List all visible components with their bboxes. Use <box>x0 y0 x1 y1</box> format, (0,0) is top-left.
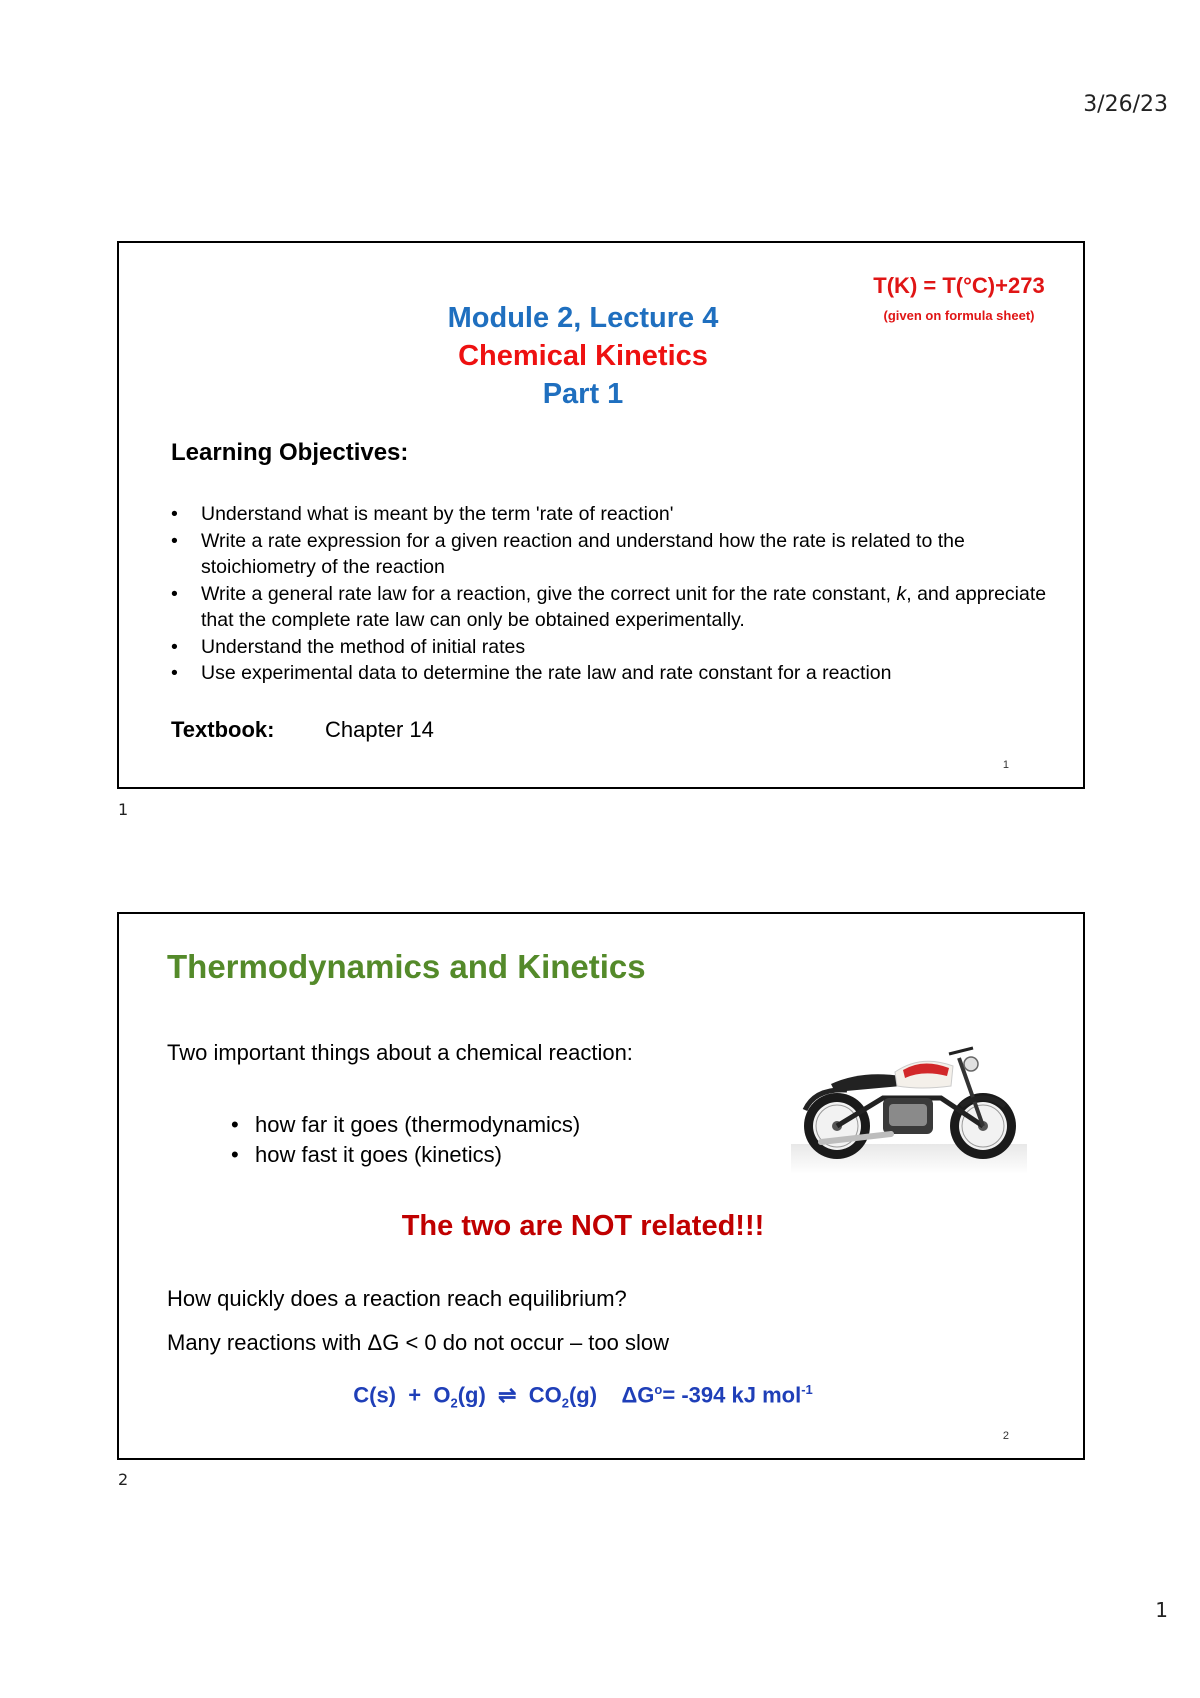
textbook-reference <box>171 717 434 743</box>
formula-note: (given on formula sheet) <box>883 308 1035 323</box>
bullet-glyph: • <box>171 503 178 525</box>
statement-text: Many reactions with <box>167 1330 368 1355</box>
equilibrium-arrow-icon: ⇌ <box>498 1382 517 1408</box>
objective-item <box>171 660 1051 687</box>
objective-item <box>171 581 1051 634</box>
bullet-glyph: • <box>171 582 178 605</box>
handout-slide-number: 1 <box>118 800 129 819</box>
list-item-text: how far it goes (thermodynamics) <box>255 1112 581 1137</box>
page-number: 1 <box>1155 1598 1168 1622</box>
part-title: Part 1 <box>542 378 624 410</box>
bullet-glyph: • <box>171 529 178 552</box>
objective-text: Understand what is meant by the term 'rate of reaction' <box>201 503 674 525</box>
equilibrium-question: How quickly does a reaction reach equilibrium? <box>167 1286 627 1311</box>
page-date: 3/26/23 <box>1083 92 1168 117</box>
slide-2 <box>117 912 1085 1460</box>
topic-title: Chemical Kinetics <box>458 340 708 372</box>
eq-unit-sup: -1 <box>801 1382 813 1397</box>
objectives-heading: Learning Objectives: <box>171 439 409 466</box>
textbook-value: Chapter 14 <box>325 717 434 742</box>
reaction-aspects-list <box>231 1110 580 1170</box>
slow-reactions-statement <box>167 1330 669 1356</box>
objective-text: Write a general rate law for a reaction, give the correct unit for the rate constant, <box>201 582 897 605</box>
bullet-glyph: • <box>171 662 178 684</box>
objective-item <box>171 528 1051 581</box>
eq-oxygen: O <box>433 1382 451 1408</box>
slide-number-small: 2 <box>1002 1430 1009 1442</box>
eq-oxygen-sub: 2 <box>450 1395 458 1411</box>
objective-text: Understand the method of initial rates <box>201 635 526 658</box>
delta-symbol: Δ <box>367 1330 383 1355</box>
objectives-list <box>171 501 1051 687</box>
bullet-glyph: • <box>231 1112 239 1137</box>
bullet-glyph: • <box>171 635 178 658</box>
callout-text: The two are NOT related!!! <box>401 1210 765 1242</box>
rate-constant-symbol: k <box>896 582 907 605</box>
motorcycle-image <box>791 1014 1027 1174</box>
objective-text-cont: , and appreciate that the complete rate law can only be obtained experimentally. <box>201 582 1047 631</box>
objective-item <box>171 634 1051 661</box>
module-title: Module 2, Lecture 4 <box>447 302 719 334</box>
slide-2-title: Thermodynamics and Kinetics <box>167 948 646 985</box>
bullet-glyph: • <box>231 1142 239 1167</box>
intro-text: Two important things about a chemical reaction: <box>167 1040 633 1065</box>
eq-carbon: C(s) <box>353 1382 397 1408</box>
eq-plus: + <box>408 1382 422 1408</box>
temperature-formula <box>859 273 1059 323</box>
list-item-text: how fast it goes (kinetics) <box>255 1142 502 1167</box>
eq-co2: CO <box>528 1382 562 1408</box>
statement-text-cont: G < 0 do not occur – too slow <box>382 1330 670 1355</box>
eq-delta-g-sup: o <box>654 1382 663 1397</box>
eq-co2-phase: (g) <box>568 1382 598 1408</box>
objective-item <box>171 501 1051 528</box>
slide-number-small: 1 <box>1002 759 1009 771</box>
list-item <box>231 1140 580 1170</box>
handout-slide-number: 2 <box>118 1470 129 1489</box>
objective-text: Write a rate expression for a given reaction and understand how the rate is related to the stoichiometry of the reaction <box>201 529 965 578</box>
eq-delta-g: ΔG <box>621 1382 655 1408</box>
combustion-equation <box>119 1382 1047 1411</box>
eq-delta-g-value: = -394 kJ mol <box>662 1382 802 1408</box>
slide-1 <box>117 241 1085 789</box>
objective-text: Use experimental data to determine the rate law and rate constant for a reaction <box>201 662 892 684</box>
list-item <box>231 1110 580 1140</box>
formula-main: T(K) = T(°C)+273 <box>873 273 1045 298</box>
eq-oxygen-phase: (g) <box>457 1382 486 1408</box>
textbook-label: Textbook: <box>171 717 275 742</box>
eq-co2-sub: 2 <box>561 1395 569 1411</box>
